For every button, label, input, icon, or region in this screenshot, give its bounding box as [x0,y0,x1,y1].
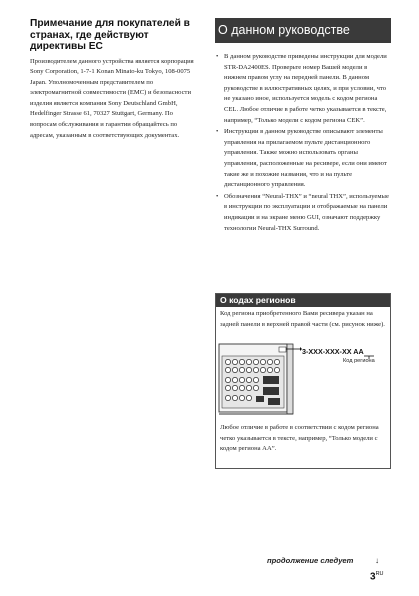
about-manual-list [215,52,391,234]
serial-code-label: 3-XXX-XXX-XX AA [302,347,364,356]
list-item [215,192,391,234]
region-code-text: Код региона приобретенного Вами ресивера указан на задней панели в верхней правой части (см. рисунок ниже). [220,310,385,328]
right-column [215,18,391,235]
left-column [30,18,200,141]
list-item [215,52,391,126]
bullet-icon: • [216,53,219,60]
continued-label: продолжение следует [267,556,354,565]
list-item-text: Инструкции в данном руководстве описывают элементы управления на прилагаемом пульте дистанционного управления. Также можно использовать органы управления, расположенные на ресивере, если они имеют такие же и похожие названия, что и на пульте дистанционного управления. [224,128,387,189]
region-code-note: Любое отличие в работе в соответствии с кодом региона четко указывается в тексте, например, “Только модели с кодом региона AA”. [220,424,379,453]
list-item [215,127,391,191]
region-code-title: О кодах регионов [216,294,390,307]
page-number-value: 3 [370,571,376,583]
eu-notice-body: Производителем данного устройства является корпорация Sony Corporation, 1-7-1 Konan Minato-ku Tokyo, 108-0075 Japan. Уполномоченным представителем по электромагнитной совместимости (EMC) и безопасности изделия является компания Sony Deutschland GmbH, Hedelfinger Strasse 61, 70327 Stuttgart, Germany. По вопросам обслуживания и гарантии обращайтесь по адресам, указанным в соответствующих документах. [30,57,194,139]
region-code-caption: Код региона [343,358,375,364]
about-manual-title: О данном руководстве [215,18,391,43]
page-number [370,571,384,582]
page-number-suffix: RU [375,571,384,577]
list-item-text: Обозначения “Neural-THX” и “neural THX”, используемые в инструкции по эксплуатации и отображаемые на панели индикации и на экране меню GUI, означают поддержку технологии Neural-THX Surround. [224,192,389,232]
bullet-icon: • [216,128,219,136]
eu-notice-title: Примечание для покупателей в странах, где действуют директивы ЕС [30,18,190,52]
rear-panel-illustration [216,340,392,420]
list-item-text: В данном руководстве приведены инструкции для модели STR-DA2400ES. Проверьте номер Вашей модели в нижнем правом углу на передней панели. В данном руководстве в иллюстративных целях, и при условии, что не указано иное, используется модель с кодом региона CEL. Любое отличие в работе четко указывается в тексте, например, “Только модели с кодом региона CEK”. [224,53,387,124]
bullet-icon: • [216,192,219,200]
region-code-box [215,293,391,469]
arrow-down-icon: ↓ [375,556,379,565]
